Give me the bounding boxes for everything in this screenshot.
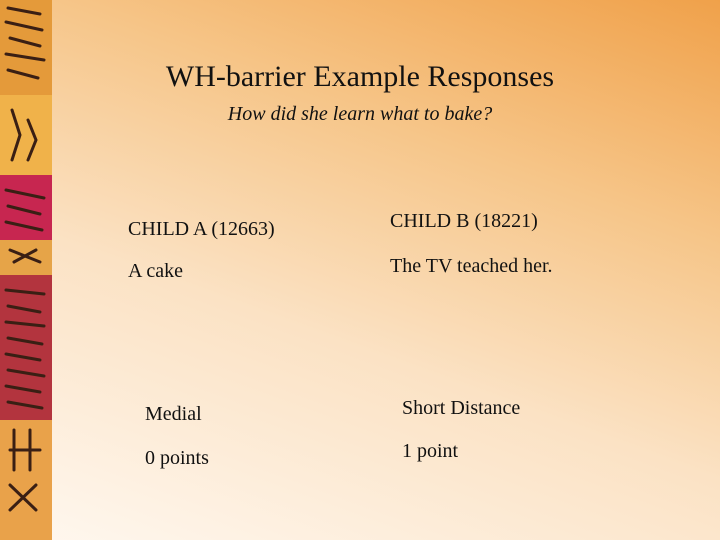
child-a-score: 0 points: [145, 447, 209, 469]
child-b-header: CHILD B (18221): [390, 210, 538, 232]
child-a-header: CHILD A (12663): [128, 218, 275, 240]
slide-subtitle: How did she learn what to bake?: [227, 103, 493, 125]
slide-title: WH-barrier Example Responses: [165, 60, 555, 93]
child-b-response: The TV teached her.: [390, 255, 553, 277]
child-a-response: A cake: [128, 260, 183, 282]
child-a-category: Medial: [145, 403, 202, 425]
child-b-score: 1 point: [402, 440, 459, 462]
child-b-category: Short Distance: [402, 397, 521, 419]
